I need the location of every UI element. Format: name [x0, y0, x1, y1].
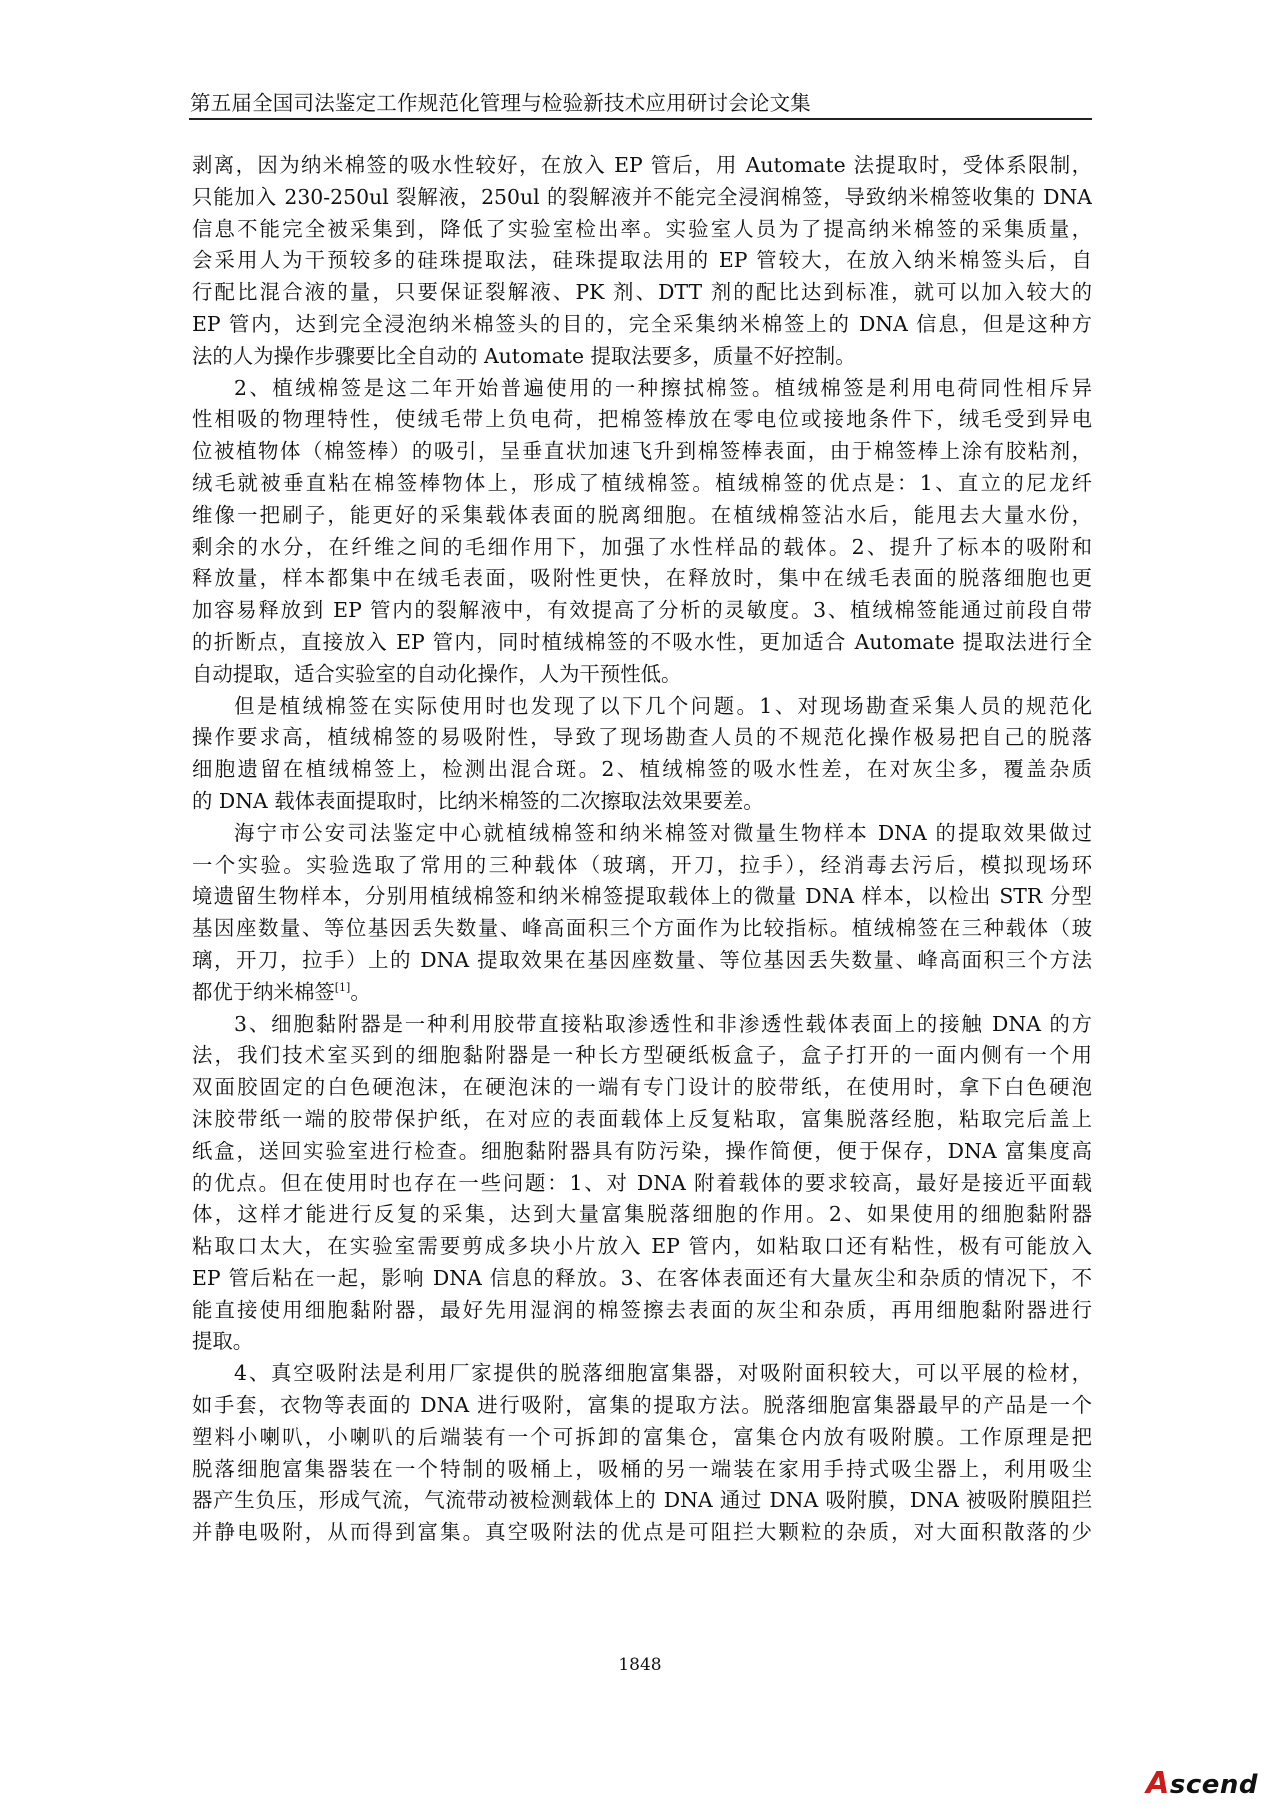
paragraph-line: 法，我们技术室买到的细胞黏附器是一种长方型硬纸板盒子，盒子打开的一面内侧有一个用	[192, 1043, 1092, 1068]
header-divider	[189, 118, 1092, 120]
paragraph-line-with-citation	[192, 977, 1092, 1009]
paragraph-line: 加容易释放到 EP 管内的裂解液中，有效提高了分析的灵敏度。3、植绒棉签能通过前段自带	[192, 598, 1092, 623]
paragraph-line: 璃，开刀，拉手）上的 DNA 提取效果在基因座数量、等位基因丢失数量、峰高面积三个方法	[192, 947, 1092, 972]
paragraph-line: 境遗留生物样本，分别用植绒棉签和纳米棉签提取载体上的微量 DNA 样本，以检出 STR 分型	[192, 884, 1092, 909]
paragraph-line: 性相吸的物理特性，使绒毛带上负电荷，把棉签棒放在零电位或接地条件下，绒毛受到异电	[192, 407, 1092, 432]
paragraph-line: 位被植物体（棉签棒）的吸引，呈垂直状加速飞升到棉签棒表面，由于棉签棒上涂有胶粘剂，	[192, 439, 1092, 464]
paragraph-line: 能直接使用细胞黏附器，最好先用湿润的棉签擦去表面的灰尘和杂质，再用细胞黏附器进行	[192, 1297, 1092, 1322]
paragraph-line: 双面胶固定的白色硬泡沫，在硬泡沫的一端有专门设计的胶带纸，在使用时，拿下白色硬泡	[192, 1075, 1092, 1100]
paragraph-line: 体，这样才能进行反复的采集，达到大量富集脱落细胞的作用。2、如果使用的细胞黏附器	[192, 1202, 1092, 1227]
paragraph-line: 基因座数量、等位基因丢失数量、峰高面积三个方面作为比较指标。植绒棉签在三种载体（玻	[192, 916, 1092, 941]
paragraph-line: 4、真空吸附法是利用厂家提供的脱落细胞富集器，对吸附面积较大，可以平展的检材，	[234, 1361, 1092, 1386]
paragraph-line: 释放量，样本都集中在绒毛表面，吸附性更快，在释放时，集中在绒毛表面的脱落细胞也更	[192, 566, 1092, 591]
paragraph-line: 的 DNA 载体表面提取时，比纳米棉签的二次擦取法效果要差。	[192, 788, 764, 813]
paragraph-line: 3、细胞黏附器是一种利用胶带直接粘取渗透性和非渗透性载体表面上的接触 DNA 的方	[234, 1011, 1092, 1036]
paragraph-line: 一个实验。实验选取了常用的三种载体（玻璃，开刀，拉手），经消毒去污后，模拟现场环	[192, 852, 1092, 877]
paragraph-line: 如手套，衣物等表面的 DNA 进行吸附，富集的提取方法。脱落细胞富集器最早的产品是一个	[192, 1393, 1092, 1418]
ascend-logo	[1146, 1766, 1258, 1801]
paragraph-line: 法的人为操作步骤要比全自动的 Automate 提取法要多，质量不好控制。	[192, 343, 856, 368]
paragraph-line: 的优点。但在使用时也存在一些问题：1、对 DNA 附着载体的要求较高，最好是接近平面载	[192, 1170, 1092, 1195]
paragraph-line: 沫胶带纸一端的胶带保护纸，在对应的表面载体上反复粘取，富集脱落经胞，粘取完后盖上	[192, 1106, 1092, 1131]
paragraph-line: EP 管后粘在一起，影响 DNA 信息的释放。3、在客体表面还有大量灰尘和杂质的情况下，不	[192, 1265, 1092, 1290]
logo-rest: scend	[1169, 1770, 1258, 1800]
paragraph-line: 剥离，因为纳米棉签的吸水性较好，在放入 EP 管后，用 Automate 法提取时，受体系限制，	[192, 153, 1092, 177]
paragraph-line: 信息不能完全被采集到，降低了实验室检出率。实验室人员为了提高纳米棉签的采集质量，	[192, 216, 1092, 241]
paragraph-line: 剩余的水分，在纤维之间的毛细作用下，加强了水性样品的载体。2、提升了标本的吸附和	[192, 534, 1092, 559]
line-tail: 。	[350, 979, 371, 1004]
line-text: 都优于纳米棉签	[192, 979, 335, 1004]
logo-initial: A	[1146, 1766, 1170, 1801]
paragraph-line: 只能加入 230-250ul 裂解液，250ul 的裂解液并不能完全浸润棉签，导致纳米棉签收集的 DNA	[192, 184, 1092, 209]
paragraph-line: 维像一把刷子，能更好的采集载体表面的脱离细胞。在植绒棉签沾水后，能甩去大量水份，	[192, 502, 1092, 527]
paragraph-line: 海宁市公安司法鉴定中心就植绒棉签和纳米棉签对微量生物样本 DNA 的提取效果做过	[234, 820, 1092, 845]
running-header: 第五届全国司法鉴定工作规范化管理与检验新技术应用研讨会论文集	[190, 91, 811, 115]
paragraph-line: 器产生负压，形成气流，气流带动被检测载体上的 DNA 通过 DNA 吸附膜，DNA 被吸附膜阻拦	[192, 1488, 1092, 1513]
paragraph-line: 行配比混合液的量，只要保证裂解液、PK 剂、DTT 剂的配比达到标准，就可以加入较大的	[192, 280, 1092, 305]
citation-ref[interactable]: [1]	[334, 980, 351, 994]
paragraph-line: 提取。	[192, 1329, 254, 1354]
page-number: 1848	[618, 1655, 662, 1675]
paragraph-line: 绒毛就被垂直粘在棉签棒物体上，形成了植绒棉签。植绒棉签的优点是：1、直立的尼龙纤	[192, 470, 1092, 495]
paragraph-line: 粘取口太大，在实验室需要剪成多块小片放入 EP 管内，如粘取口还有粘性，极有可能放入	[192, 1234, 1092, 1259]
paragraph-line: EP 管内，达到完全浸泡纳米棉签头的目的，完全采集纳米棉签上的 DNA 信息，但是这种方	[192, 311, 1092, 336]
paragraph-line: 的折断点，直接放入 EP 管内，同时植绒棉签的不吸水性，更加适合 Automate 提取法进行全	[192, 629, 1092, 654]
paragraph-line: 2、植绒棉签是这二年开始普遍使用的一种擦拭棉签。植绒棉签是利用电荷同性相斥异	[234, 375, 1092, 400]
paragraph-line: 细胞遗留在植绒棉签上，检测出混合斑。2、植绒棉签的吸水性差，在对灰尘多，覆盖杂质	[192, 757, 1092, 782]
paragraph-line: 并静电吸附，从而得到富集。真空吸附法的优点是可阻拦大颗粒的杂质，对大面积散落的少	[192, 1520, 1092, 1545]
paragraph-line: 纸盒，送回实验室进行检查。细胞黏附器具有防污染，操作简便，便于保存，DNA 富集度高	[192, 1138, 1092, 1163]
paragraph-line: 但是植绒棉签在实际使用时也发现了以下几个问题。1、对现场勘查采集人员的规范化	[234, 693, 1092, 718]
paragraph-line: 操作要求高，植绒棉签的易吸附性，导致了现场勘查人员的不规范化操作极易把自己的脱落	[192, 725, 1092, 750]
paragraph-line: 脱落细胞富集器装在一个特制的吸桶上，吸桶的另一端装在家用手持式吸尘器上，利用吸尘	[192, 1456, 1092, 1481]
paragraph-line: 会采用人为干预较多的硅珠提取法，硅珠提取法用的 EP 管较大，在放入纳米棉签头后，自	[192, 248, 1092, 273]
body-text	[192, 150, 1092, 1549]
paragraph-line: 自动提取，适合实验室的自动化操作，人为干预性低。	[192, 661, 682, 686]
paragraph-line: 塑料小喇叭，小喇叭的后端装有一个可拆卸的富集仓，富集仓内放有吸附膜。工作原理是把	[192, 1424, 1092, 1449]
